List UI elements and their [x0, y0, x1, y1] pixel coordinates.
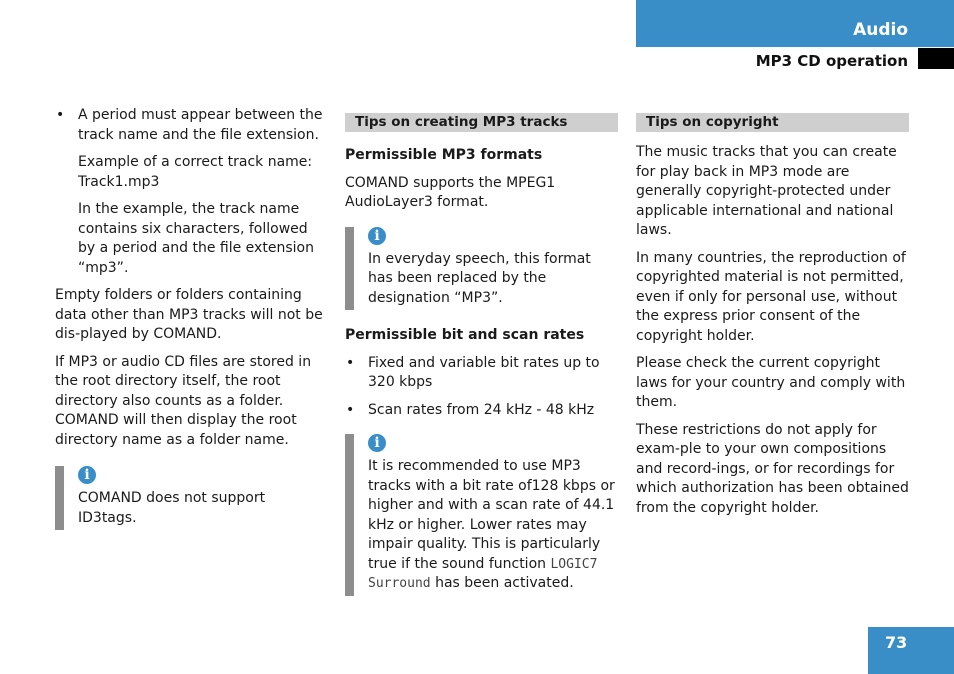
- section-marker: [918, 48, 954, 69]
- column-right: [636, 106, 909, 526]
- note-text: In everyday speech, this format has been replaced by the designation “MP3”.: [368, 250, 591, 306]
- example-value: Track1.mp3: [78, 173, 160, 190]
- page-number: 73: [885, 633, 908, 652]
- paragraph: If MP3 or audio CD files are stored in the root directory itself, the root directory also counts as a folder. COMAND will then display the root directory name as a folder name.: [55, 353, 312, 448]
- paragraph: The music tracks that you can create for play back in MP3 mode are generally copyright-protected under applicable international and national laws.: [636, 144, 897, 238]
- chapter-tab: [636, 0, 954, 47]
- note-text: [368, 457, 618, 596]
- note-text: COMAND does not support ID3tags.: [78, 490, 266, 526]
- info-note: [345, 227, 618, 311]
- note-bar: [345, 227, 354, 311]
- list-item: • Scan rates from 24 kHz - 48 kHz: [345, 401, 618, 421]
- info-note: [55, 466, 327, 530]
- note-bar: [55, 466, 64, 530]
- list-item: • A period must appear between the track name and the file extension.: [55, 106, 327, 145]
- example-block: [55, 153, 327, 192]
- example-explanation: In the example, the track name contains six characters, followed by a period and the file extension “mp3”.: [78, 201, 314, 276]
- note-bar: [345, 434, 354, 596]
- paragraph: COMAND supports the MPEG1 AudioLayer3 format.: [345, 174, 556, 210]
- list-item: • Fixed and variable bit rates up to 320 kbps: [345, 354, 618, 393]
- function-name: LOGIC7 Surround: [368, 556, 598, 591]
- paragraph: Please check the current copyright laws for your country and comply with them.: [636, 355, 906, 410]
- paragraph: In many countries, the reproduction of copyrighted material is not permitted, even if only for personal use, without the express prior consent of the copyright holder.: [636, 249, 906, 344]
- column-middle: [345, 106, 618, 612]
- paragraph: Empty folders or folders containing data other than MP3 tracks will not be dis-played by COMAND.: [55, 287, 323, 342]
- example-label: Example of a correct track name:: [78, 154, 313, 170]
- note-text-part: It is recommended to use MP3 tracks with a bit rate of128 kbps or higher and with a scan rate of 44.1 kHz or higher. Lower rates may impair quality. This is particularly true if the sound function: [368, 458, 615, 572]
- info-icon: i: [78, 466, 96, 484]
- section-heading: MP3 CD operation: [755, 52, 908, 70]
- section-title-bar: Tips on copyright: [636, 113, 909, 132]
- section-title-bar: Tips on creating MP3 tracks: [345, 113, 618, 132]
- subsection-title: Permissible MP3 formats: [345, 147, 543, 163]
- note-text-part: has been activated.: [430, 575, 574, 591]
- info-note: [345, 434, 618, 596]
- page-number-tab: [868, 627, 954, 674]
- paragraph: These restrictions do not apply for exam-ple to your own compositions and record-ings, or for recordings for which authorization has been obtained from the copyright holder.: [636, 421, 909, 516]
- subsection-title: Permissible bit and scan rates: [345, 327, 585, 343]
- info-icon: i: [368, 434, 386, 452]
- column-left: [55, 106, 327, 546]
- chapter-title: Audio: [853, 20, 908, 40]
- info-icon: i: [368, 227, 386, 245]
